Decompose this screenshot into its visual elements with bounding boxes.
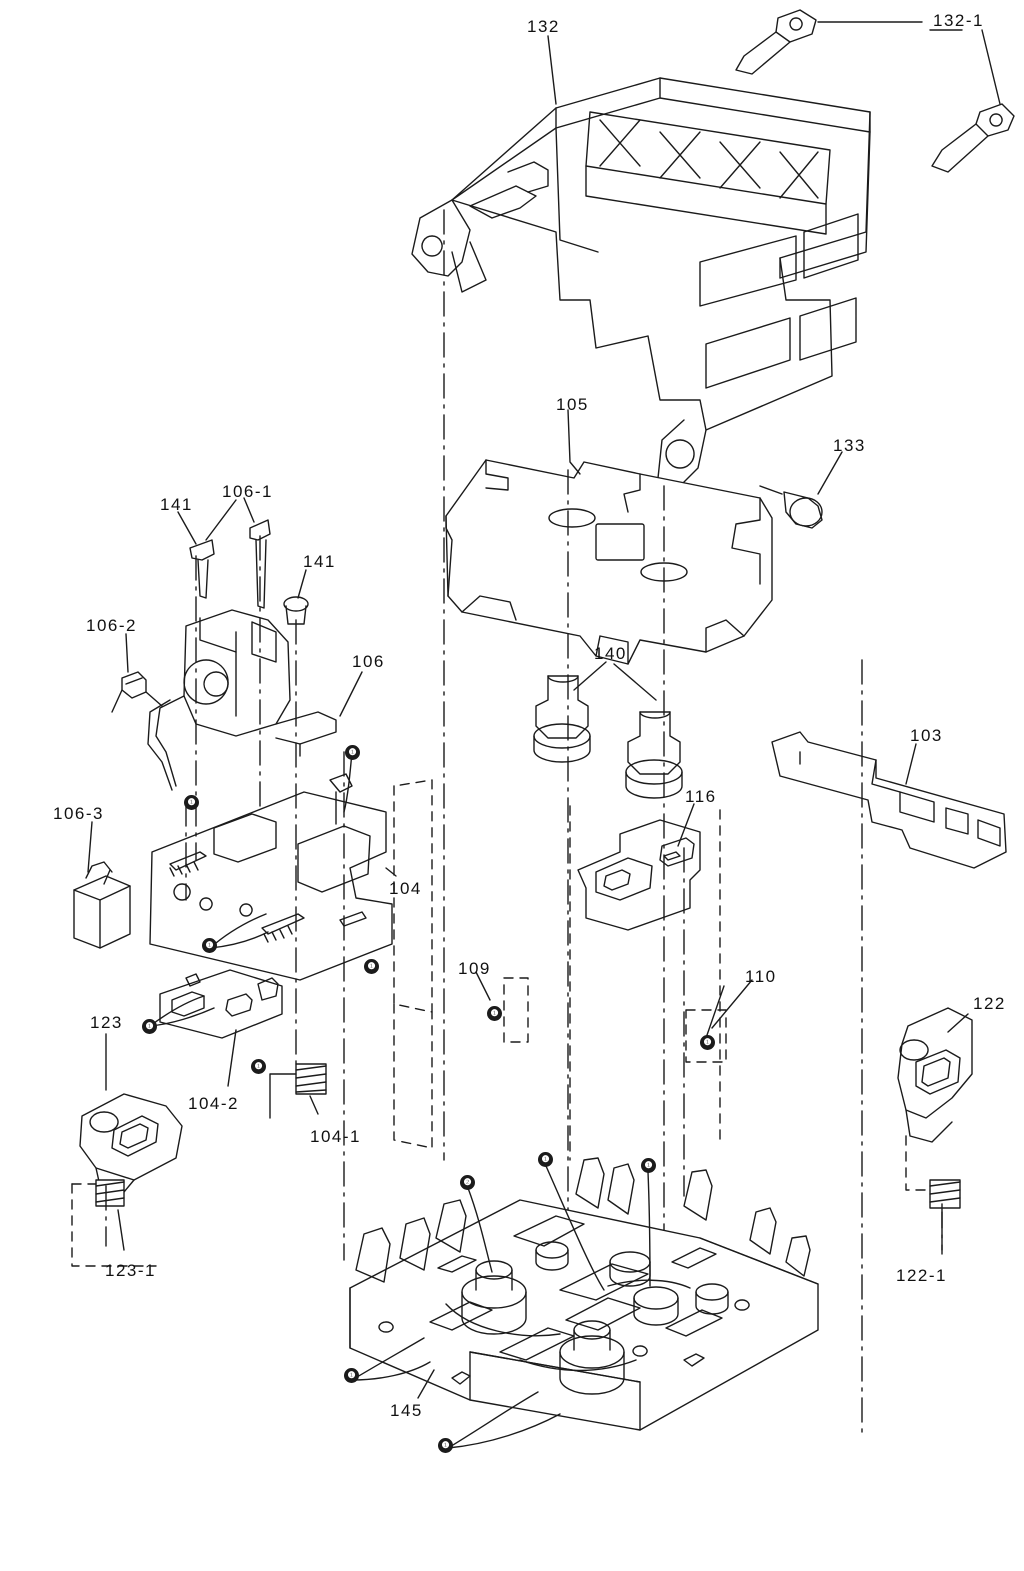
leader-132-1-b [982, 30, 1000, 104]
callout-123: 123 [90, 1013, 123, 1032]
part-106-3 [74, 862, 130, 948]
callout-122: 122 [973, 994, 1006, 1013]
screw-marker: ❶ [538, 1152, 553, 1167]
part-103-arm [772, 732, 1006, 868]
callout-123-1: 123-1 [105, 1261, 156, 1280]
screw-marker: ❶ [142, 1019, 157, 1034]
leader-103 [906, 744, 916, 784]
callout-105: 105 [556, 395, 589, 414]
part-106-2 [112, 672, 162, 712]
callout-106-2: 106-2 [86, 616, 137, 635]
part-122-1-spring [930, 1180, 960, 1208]
callout-106-1: 106-1 [222, 482, 273, 501]
leader-140-b [614, 664, 656, 700]
leader-132 [548, 36, 556, 104]
leader-140-a [574, 662, 606, 690]
screw-marker: ❶ [345, 745, 360, 760]
part-122-bracket [898, 1008, 972, 1142]
leader-141-a [178, 512, 196, 544]
callout-104-1: 104-1 [310, 1127, 361, 1146]
leader-106-2 [126, 634, 128, 672]
leader-123-1 [118, 1210, 124, 1250]
callout-109: 109 [458, 959, 491, 978]
screw-marker: ❶ [251, 1059, 266, 1074]
callout-132: 132 [527, 17, 560, 36]
leader-141-b [298, 570, 306, 598]
screw-marker: ❶ [184, 795, 199, 810]
leader-106-1 [244, 498, 254, 522]
screw-marker: ❶ [641, 1158, 656, 1173]
part-141-screws [190, 520, 308, 624]
screw-marker: ❶ [700, 1035, 715, 1050]
part-104-2-bracket [160, 970, 282, 1038]
callout-110: 110 [745, 967, 777, 986]
callout-140: 140 [594, 644, 627, 663]
callout-141-a: 141 [160, 495, 193, 514]
leader-106-3 [88, 822, 92, 872]
leader-104-2 [228, 1030, 236, 1086]
part-123-bracket [80, 1094, 182, 1192]
callout-133: 133 [833, 436, 866, 455]
leader-133 [818, 452, 842, 494]
callout-106-3: 106-3 [53, 804, 104, 823]
part-145-base-chassis [350, 1158, 818, 1430]
screw-marker: ❶ [438, 1438, 453, 1453]
callout-103: 103 [910, 726, 943, 745]
screw-marker: ❶ [364, 959, 379, 974]
part-105-plate [446, 460, 772, 664]
callout-104-2: 104-2 [188, 1094, 239, 1113]
part-106-head-block [148, 610, 336, 790]
screw-marker: ❷ [460, 1175, 475, 1190]
leader-104-1 [310, 1096, 318, 1114]
callout-141-b: 141 [303, 552, 336, 571]
callout-132-1: 132-1 [933, 11, 984, 30]
callout-116: 116 [685, 787, 717, 806]
callout-145: 145 [390, 1401, 423, 1420]
leader-105 [568, 410, 580, 474]
callout-106: 106 [352, 652, 385, 671]
leader-106 [340, 672, 362, 716]
part-140-rollers [534, 676, 682, 798]
callout-104: 104 [389, 879, 422, 898]
screw-marker: ❶ [202, 938, 217, 953]
screw-marker: ❶ [344, 1368, 359, 1383]
part-104-1-spring [296, 1064, 326, 1094]
part-132-top-frame [412, 78, 870, 488]
callout-122-1: 122-1 [896, 1266, 947, 1285]
part-123-1-spring [96, 1180, 124, 1206]
screw-marker: ❶ [487, 1006, 502, 1021]
